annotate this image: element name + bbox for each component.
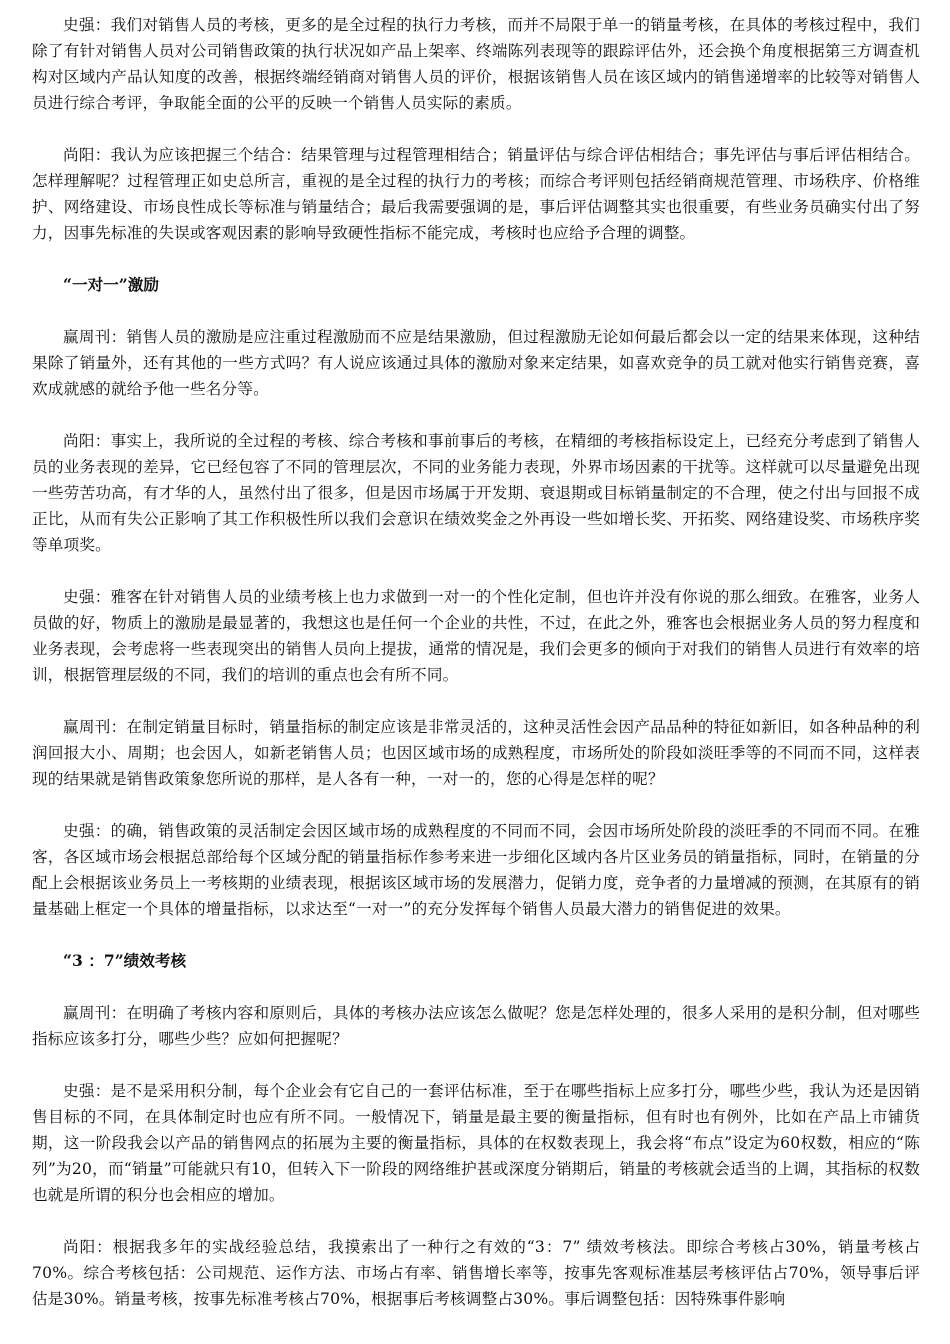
section-heading-one-to-one-incentive: “一对一”激励 xyxy=(63,275,159,294)
paragraph-yingzhoukan-incentive-question: 赢周刊：销售人员的激励是应注重过程激励而不应是结果激励，但过程激励无论如何最后都会以一定的结果来体现，这种结果除了销量外，还有其他的一些方式吗？有人说应该通过具体的激励对象来定结果，如喜欢竞争的员工就对他实行销售竞赛，喜欢成就感的就给予他一些名分等。 xyxy=(32,328,920,398)
section-heading-3-7-performance: “3 ：7”绩效考核 xyxy=(63,951,187,970)
paragraph-shiqiang-points-system: 史强：是不是采用积分制，每个企业会有它自己的一套评估标准，至于在哪些指标上应多打分，哪些少些，我认为还是因销售目标的不同，在具体制定时也应有所不同。一般情况下，销量是最主要的衡量指标，但有时也有例外，比如在产品上市铺货期，这一阶段我会以产品的销售网点的拓展为主要的衡量指标，具体的在权数表现上，我会将“布点”设定为60权数，相应的“陈列”为20，而“销量”可能就只有10，但转入下一阶段的网络维护甚或深度分销期后，销量的考核就会适当的上调，其指标的权数也就是所谓的积分也会相应的增加。 xyxy=(32,1082,920,1204)
paragraph-yingzhoukan-sales-target: 赢周刊：在制定销量目标时，销量指标的制定应该是非常灵活的，这种灵活性会因产品品种的特征如新旧，如各种品种的利润回报大小、周期；也会因人，如新老销售人员；也因区域市场的成熟程度，市场所处的阶段如淡旺季等的不同而不同，这样表现的结果就是销售政策象您所说的那样，是人各有一种，一对一的，您的心得是怎样的呢？ xyxy=(32,718,920,788)
paragraph-shiqiang-flexible-policy: 史强：的确，销售政策的灵活制定会因区域市场的成熟程度的不同而不同，会因市场所处阶段的淡旺季的不同而不同。在雅客，各区域市场会根据总部给每个区域分配的销量指标作参考来进一步细化区域内各片区业务员的销量指标，同时，在销量的分配上会根据该业务员上一考核期的业绩表现，根据该区域市场的发展潜力，促销力度，竞争者的力量增减的预测，在其原有的销量基础上框定一个具体的增量指标，以求达至“一对一”的充分发挥每个销售人员最大潜力的销售促进的效果。 xyxy=(32,822,920,918)
paragraph-shiqiang-yake-customization: 史强：雅客在针对销售人员的业绩考核上也力求做到一对一的个性化定制，但也许并没有你说的那么细致。在雅客，业务人员做的好，物质上的激励是最显著的，我想这也是任何一个企业的共性，不过，在此之外，雅客也会根据业务人员的努力程度和业务表现，会考虑将一些表现突出的销售人员向上提拔，通常的情况是，我们会更多的倾向于对我们的销售人员进行有效率的培训，根据管理层级的不同，我们的培训的重点也会有所不同。 xyxy=(32,588,920,684)
paragraph-shangyang-3-7-method: 尚阳：根据我多年的实战经验总结，我摸索出了一种行之有效的“3：7” 绩效考核法。即综合考核占30%，销量考核占70%。综合考核包括：公司规范、运作方法、市场占有率、销售增长率等，按事先客观标准基层考核评估占70%，领导事后评估是30%。销量考核，按事先标准考核占70%，根据事后考核调整占30%。事后调整包括：因特殊事件影响 xyxy=(32,1238,920,1308)
paragraph-shiqiang-assessment: 史强：我们对销售人员的考核，更多的是全过程的执行力考核，而并不局限于单一的销量考核，在具体的考核过程中，我们除了有针对销售人员对公司销售政策的执行状况如产品上架率、终端陈列表现等的跟踪评估外，还会换个角度根据第三方调查机构对区域内产品认知度的改善，根据终端经销商对销售人员的评价，根据该销售人员在该区域内的销售递增率的比较等对销售人员进行综合考评，争取能全面的公平的反映一个销售人员实际的素质。 xyxy=(32,16,920,112)
paragraph-shangyang-full-process: 尚阳：事实上，我所说的全过程的考核、综合考核和事前事后的考核，在精细的考核指标设定上，已经充分考虑到了销售人员的业务表现的差异，它已经包容了不同的管理层次，不同的业务能力表现，外界市场因素的干扰等。这样就可以尽量避免出现一些劳苦功高，有才华的人，虽然付出了很多，但是因市场属于开发期、衰退期或目标销量制定的不合理，使之付出与回报不成正比，从而有失公正影响了其工作积极性所以我们会意识在绩效奖金之外再设一些如增长奖、开拓奖、网络建设奖、市场秩序奖等单项奖。 xyxy=(32,432,920,554)
paragraph-yingzhoukan-assessment-method: 赢周刊：在明确了考核内容和原则后，具体的考核办法应该怎么做呢？您是怎样处理的，很多人采用的是积分制，但对哪些指标应该多打分，哪些少些？应如何把握呢？ xyxy=(32,1004,920,1048)
paragraph-shangyang-three-combinations: 尚阳：我认为应该把握三个结合：结果管理与过程管理相结合；销量评估与综合评估相结合；事先评估与事后评估相结合。怎样理解呢？过程管理正如史总所言，重视的是全过程的执行力的考核；而综合考评则包括经销商规范管理、市场秩序、价格维护、网络建设、市场良性成长等标准与销量结合；最后我需要强调的是，事后评估调整其实也很重要，有些业务员确实付出了努力，因事先标准的失误或客观因素的影响导致硬性指标不能完成，考核时也应给予合理的调整。 xyxy=(32,146,920,242)
document-page xyxy=(32,0,920,1312)
